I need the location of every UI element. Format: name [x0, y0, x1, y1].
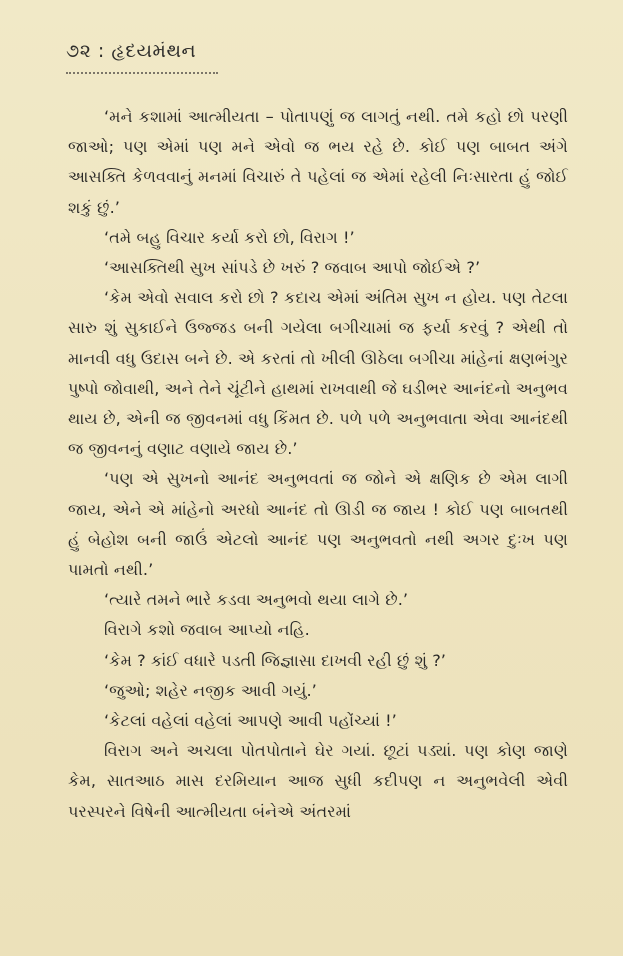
page-number: ૭૨ [66, 40, 92, 62]
page-header [66, 40, 196, 62]
header-underline [66, 70, 218, 74]
paragraph: ‘તમે બહુ વિચાર કર્યા કરો છો, વિરાગ !’ [104, 227, 355, 247]
book-title: હૃદયમંથન [111, 40, 197, 62]
paragraph: વિરાગ અને અચલા પોતપોતાને ઘેર ગયાં. છૂટાં પડ્યાં. પણ કોણ જાણે કેમ, સાતઆઠ માસ દરમિયાન આજ સુધી કદીપણ ન અનુભવેલી એવી પરસ્પરને વિષેની આત્મીયતા બંનેએ અંતરમાં [68, 741, 568, 821]
header-separator: : [97, 40, 105, 62]
paragraph: ‘ત્યારે તમને ભારે કડવા અનુભવો થયા લાગે છે.’ [104, 590, 409, 610]
paragraph: ‘કેટલાં વહેલાં વહેલાં આપણે આવી પહોંચ્યાં !’ [104, 711, 397, 731]
paragraph: ‘પણ એ સુખનો આનંદ અનુભવતાં જ જોને એ ક્ષણિક છે એમ લાગી જાય, એને એ માંહેનો અરધો આનંદ તો ઊડી જ જાય ! કોઈ પણ બાબતથી હું બેહોશ બની જાઉં એટલો આનંદ પણ અનુભવતો નથી અગર દુઃખ પણ પામતો નથી.’ [68, 469, 568, 580]
paragraph: ‘જુઓ; શહેર નજીક આવી ગયું.’ [104, 680, 317, 700]
paragraph: ‘કેમ ? કાંઈ વધારે પડતી જિજ્ઞાસા દાખવી રહી છું શું ?’ [104, 650, 446, 670]
paragraph: ‘કેમ એવો સવાલ કરો છો ? કદાચ એમાં અંતિમ સુખ ન હોય. પણ તેટલા સારુ શું સુકાઈને ઉજ્જડ બની ગયેલા બગીચામાં જ ફર્યા કરવું ? એથી તો માનવી વધુ ઉદાસ બને છે. એ કરતાં તો ખીલી ઊઠેલા બગીચા માંહેનાં ક્ષણભંગુર પુષ્પો જોવાથી, અને તેને ચૂંટીને હાથમાં રાખવાથી જે ઘડીભર આનંદનો અનુભવ થાય છે, એની જ જીવનમાં વધુ કિંમત છે. પળે પળે અનુભવાતા એવા આનંદથી જ જીવનનું વણાટ વણાયે જાય છે.’ [68, 288, 568, 459]
paragraph: ‘મને કશામાં આત્મીયતા – પોતાપણું જ લાગતું નથી. તમે કહો છો પરણી જાઓ; પણ એમાં પણ મને એવો જ ભય રહે છે. કોઈ પણ બાબત અંગે આસક્તિ કેળવવાનું મનમાં વિચારું તે પહેલાં જ એમાં રહેલી નિઃસારતા હું જોઈ શકું છું.’ [68, 107, 568, 217]
paragraph: વિરાગે કશો જવાબ આપ્યો નહિ. [104, 620, 310, 640]
paragraph: ‘આસક્તિથી સુખ સાંપડે છે ખરું ? જવાબ આપો જોઈએ ?’ [104, 258, 481, 278]
body-text [68, 102, 568, 827]
